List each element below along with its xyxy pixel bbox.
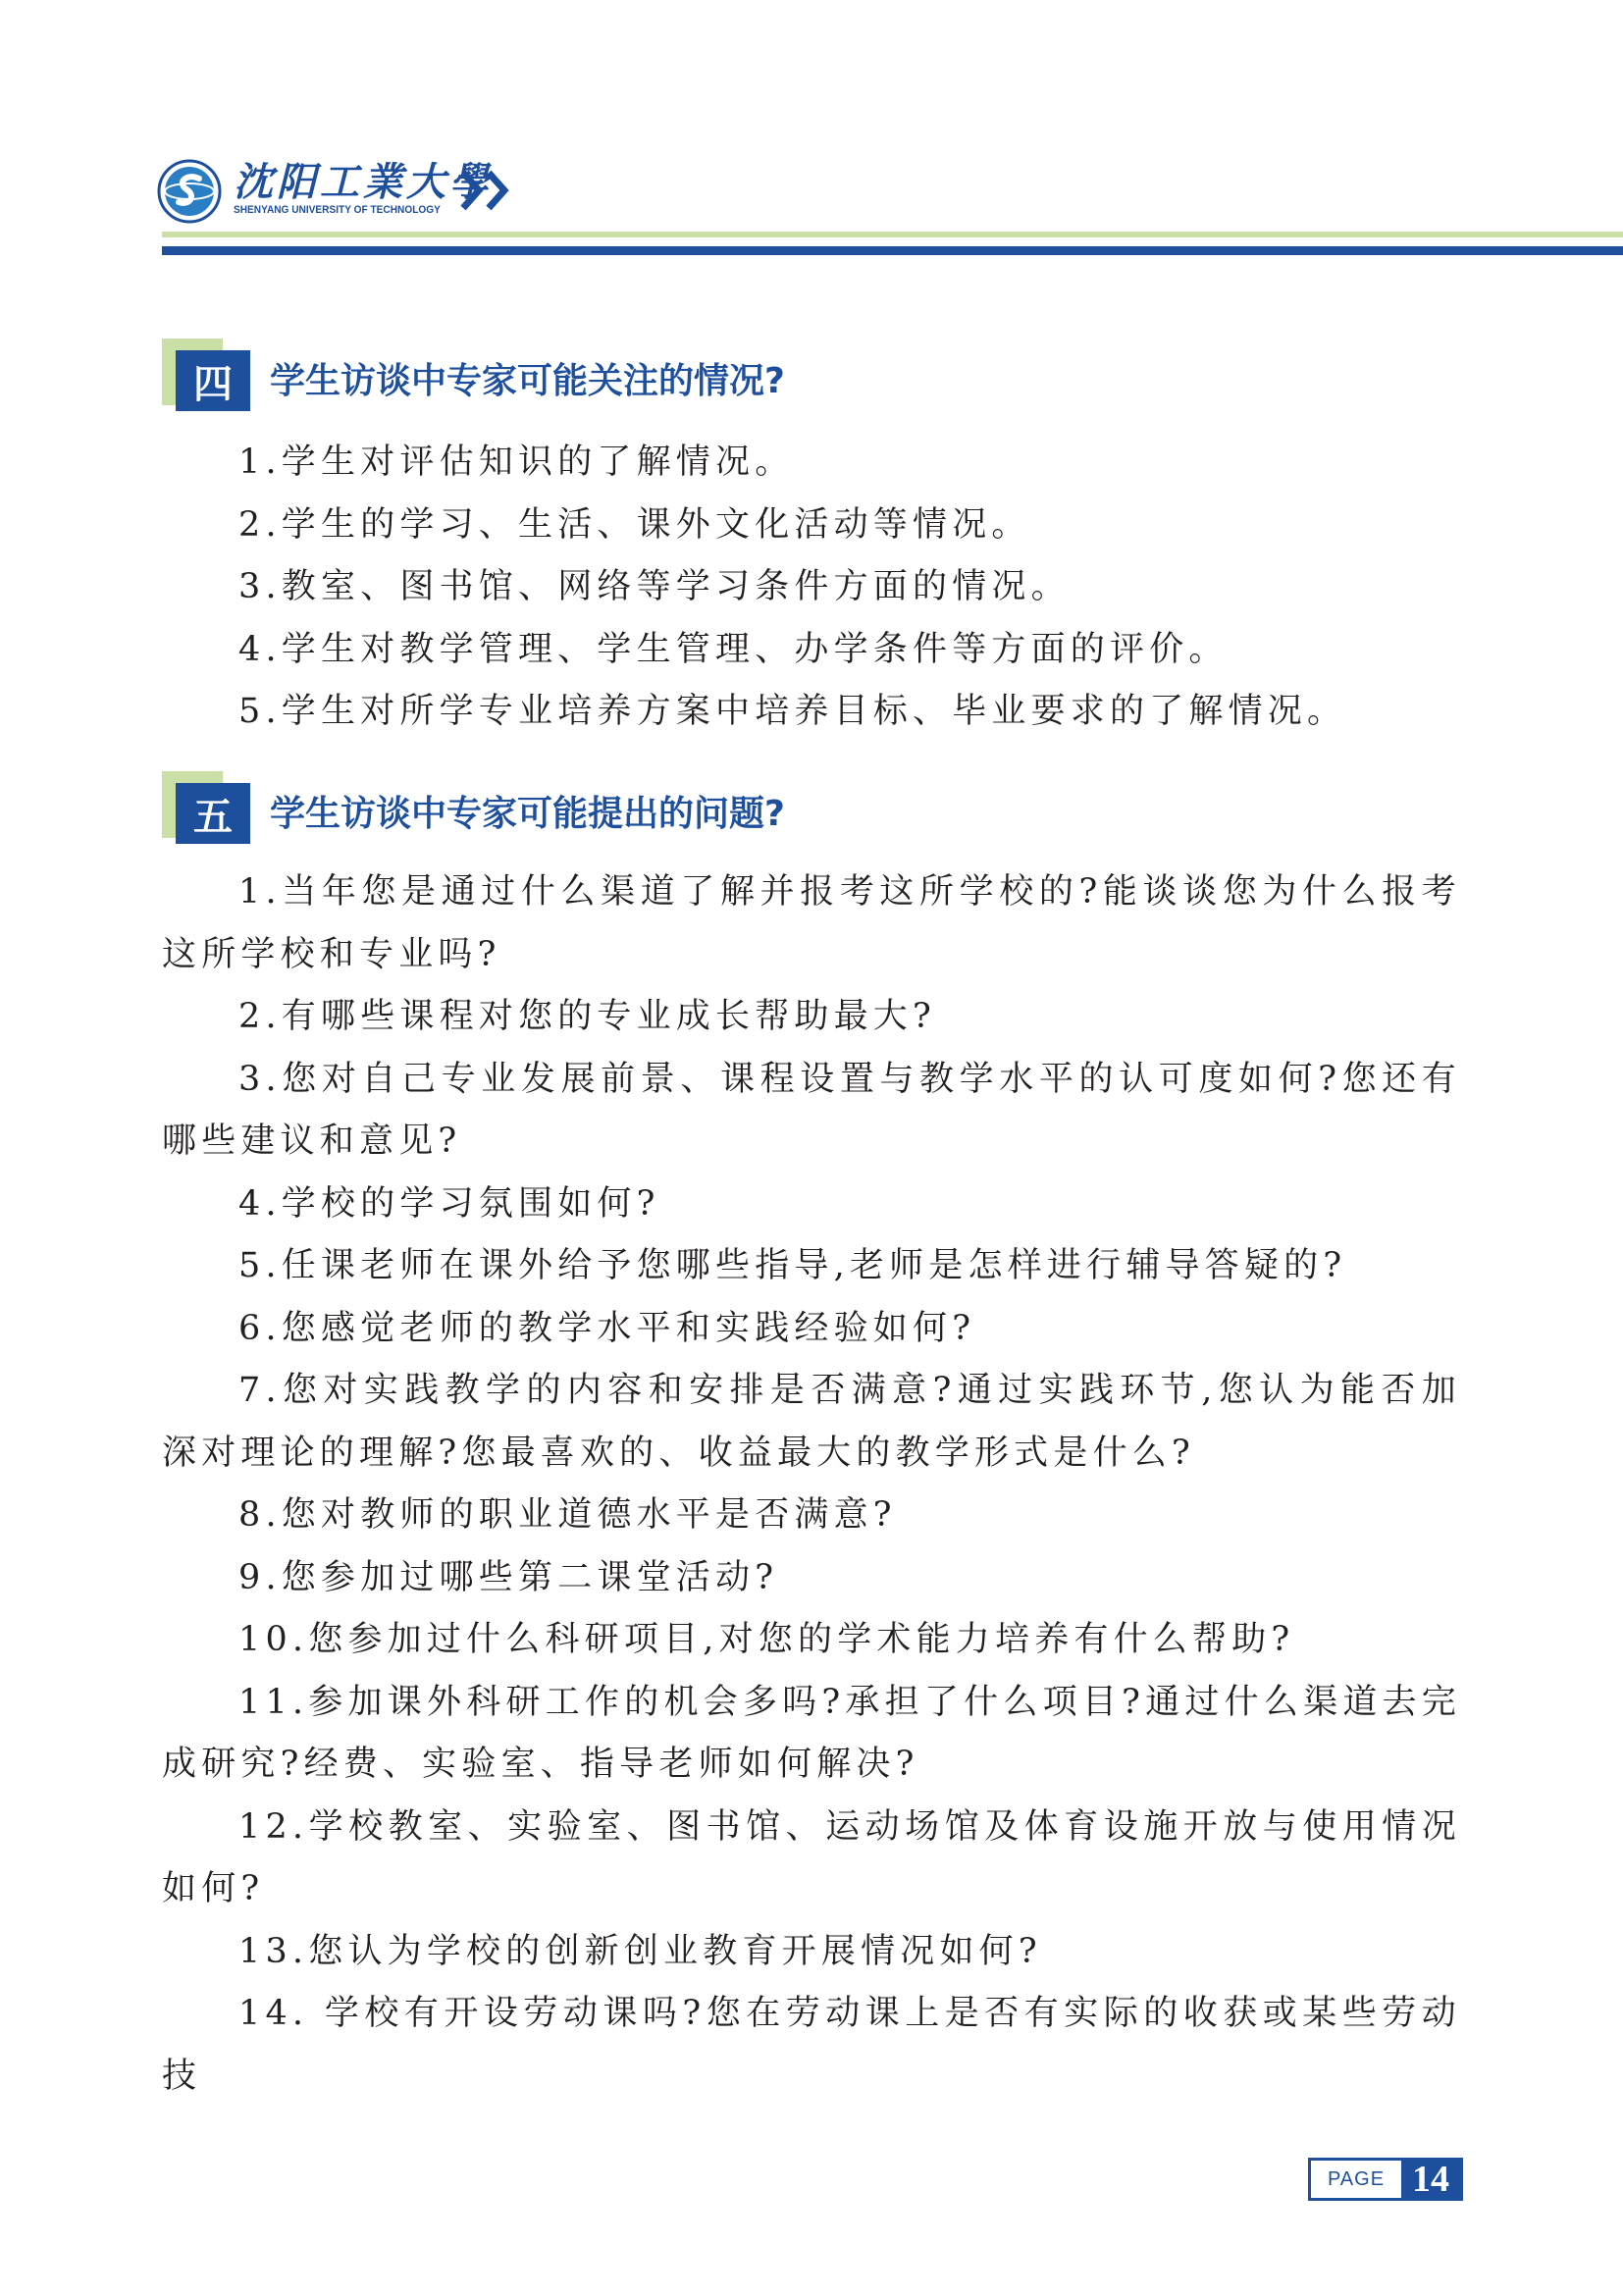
section-4-heading [162, 339, 1438, 421]
page-header [0, 0, 1623, 265]
double-chevron-right-icon [457, 167, 520, 214]
section-5-list [162, 861, 1461, 2108]
header-rule-green [162, 232, 1623, 237]
page-number: 14 [1401, 2161, 1460, 2198]
list-item: 3.您对自己专业发展前景、课程设置与教学水平的认可度如何?您还有哪些建议和意见? [162, 1059, 1461, 1161]
list-item: 2.学生的学习、生活、课外文化活动等情况。 [238, 504, 1031, 545]
list-item: 11.参加课外科研工作的机会多吗?承担了什么项目?通过什么渠道去完成研究?经费、实验室、指导老师如何解决? [162, 1682, 1461, 1784]
list-item: 10.您参加过什么科研项目,对您的学术能力培养有什么帮助? [238, 1620, 1295, 1659]
list-item: 13.您认为学校的创新创业教育开展情况如何? [238, 1931, 1042, 1971]
header-rule-blue [162, 246, 1623, 255]
university-name-cn: 沈阳工業大學 [234, 159, 493, 205]
list-item: 3.教室、图书馆、网络等学习条件方面的情况。 [238, 567, 1071, 606]
list-item: 14. 学校有开设劳动课吗?您在劳动课上是否有实际的收获或某些劳动技 [162, 1994, 1461, 2096]
section-4-number: 四 [176, 350, 250, 411]
university-name-en: SHENYANG UNIVERSITY OF TECHNOLOGY [234, 204, 441, 216]
section-4-title: 学生访谈中专家可能关注的情况? [270, 361, 785, 401]
list-item: 6.您感觉老师的教学水平和实践经验如何? [238, 1308, 976, 1348]
list-item: 5.学生对所学专业培养方案中培养目标、毕业要求的了解情况。 [238, 692, 1347, 731]
section-5-title: 学生访谈中专家可能提出的问题? [270, 794, 785, 834]
list-item: 4.学校的学习氛围如何? [238, 1183, 660, 1224]
list-item: 12.学校教室、实验室、图书馆、运动场馆及体育设施开放与使用情况如何? [162, 1806, 1461, 1908]
list-item: 7.您对实践教学的内容和安排是否满意?通过实践环节,您认为能否加深对理论的理解?您最喜欢的、收益最大的教学形式是什么? [162, 1371, 1461, 1473]
section-4-list [162, 432, 1457, 744]
list-item: 5.任课老师在课外给予您哪些指导,老师是怎样进行辅导答疑的? [238, 1246, 1347, 1285]
section-5-number: 五 [176, 783, 250, 844]
list-item: 2.有哪些课程对您的专业成长帮助最大? [238, 997, 936, 1036]
page-label: PAGE [1327, 2167, 1386, 2190]
university-emblem-icon [157, 159, 222, 224]
page-number-box [1308, 2158, 1463, 2201]
list-item: 4.学生对教学管理、学生管理、办学条件等方面的评价。 [238, 629, 1229, 669]
list-item: 8.您对教师的职业道德水平是否满意? [238, 1495, 897, 1535]
section-5-heading [162, 771, 1438, 854]
list-item: 1.学生对评估知识的了解情况。 [238, 443, 795, 482]
list-item: 1.当年您是通过什么渠道了解并报考这所学校的?能谈谈您为什么报考这所学校和专业吗? [162, 872, 1461, 974]
list-item: 9.您参加过哪些第二课堂活动? [238, 1557, 779, 1597]
